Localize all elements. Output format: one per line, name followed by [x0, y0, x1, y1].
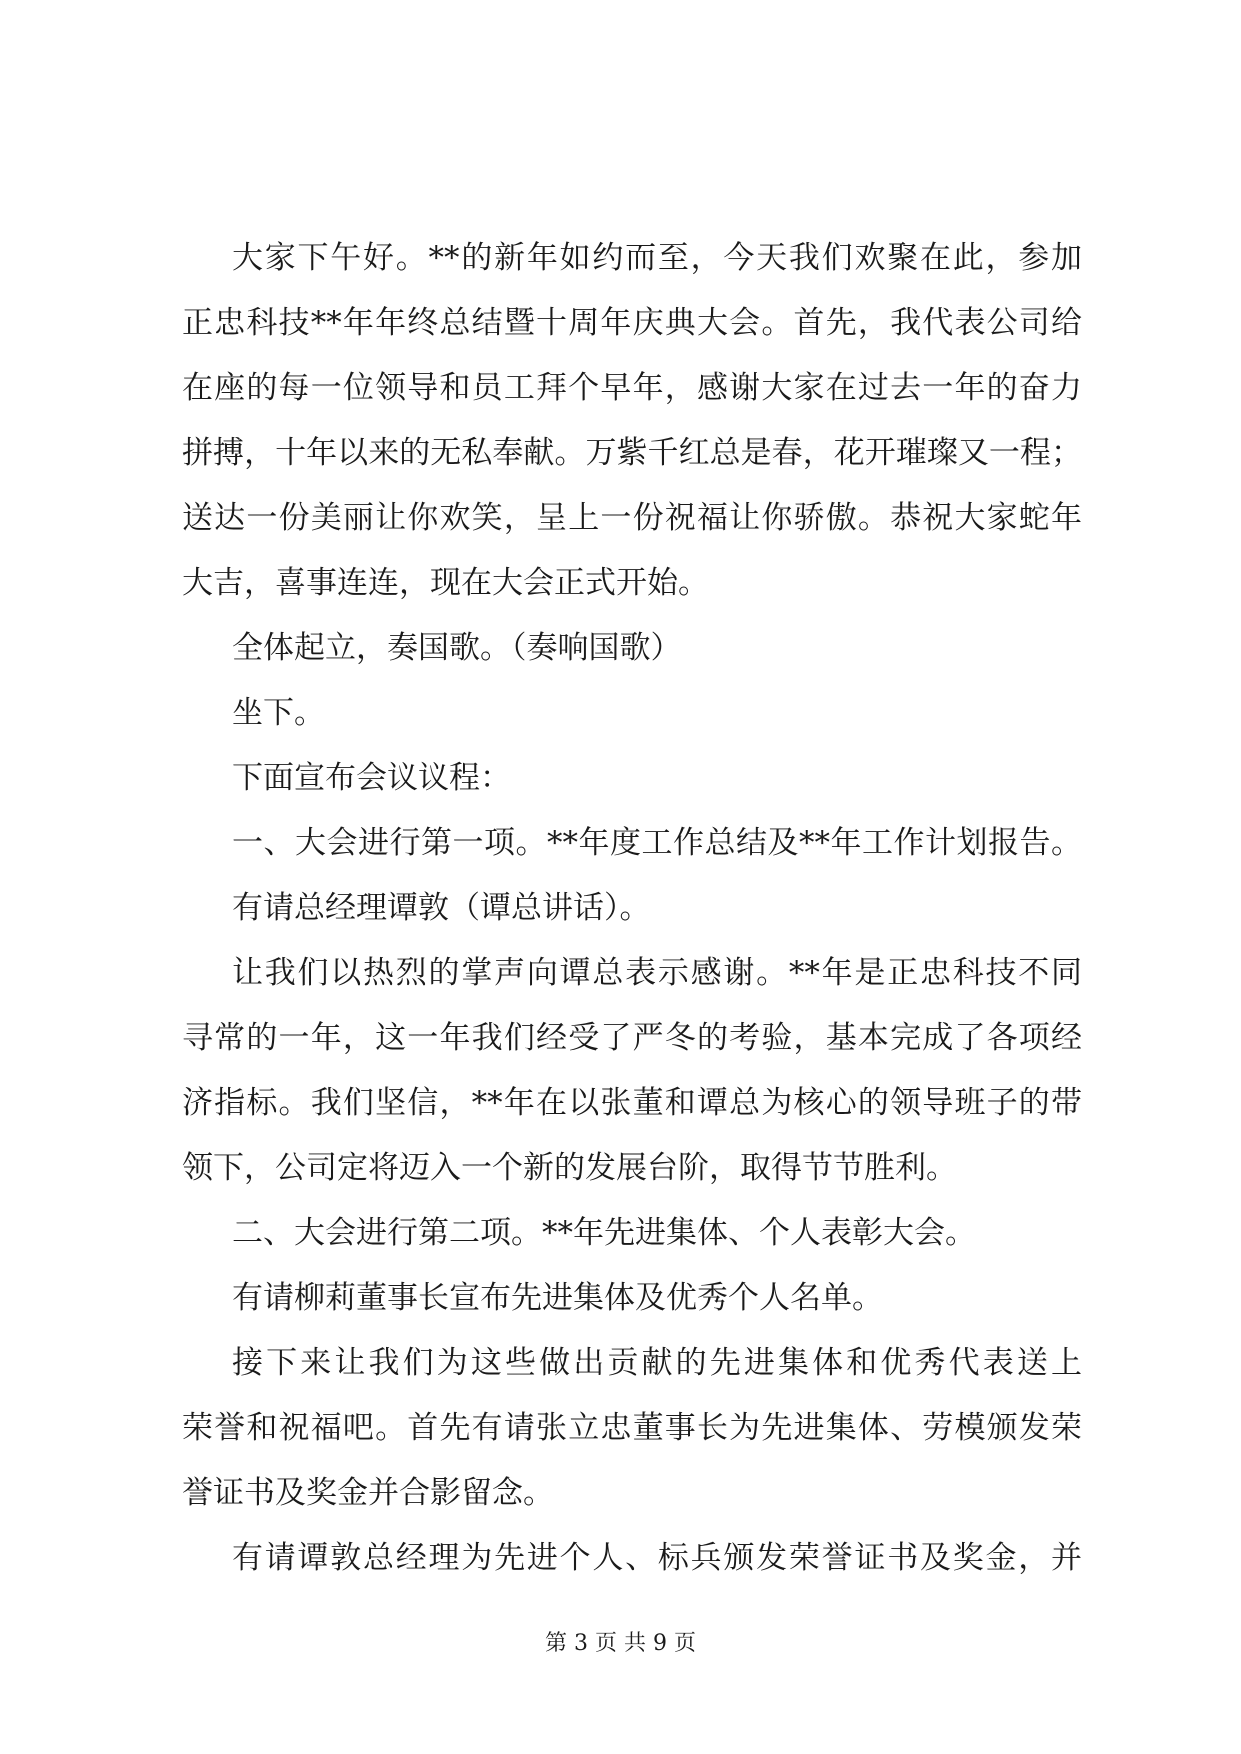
text-line: 一、大会进行第一项。**年度工作总结及**年工作计划报告。: [232, 825, 1082, 861]
text-line: 坐下。: [232, 695, 325, 731]
text-line: 拼搏，十年以来的无私奉献。万紫千红总是春，花开璀璨又一程；: [182, 435, 1082, 471]
text-line: 全体起立，奏国歌。（奏响国歌）: [232, 630, 682, 666]
page-footer: [0, 1626, 1241, 1657]
text-line: 送达一份美丽让你欢笑，呈上一份祝福让你骄傲。恭祝大家蛇年: [182, 500, 1082, 536]
text-line: 在座的每一位领导和员工拜个早年，感谢大家在过去一年的奋力: [182, 370, 1082, 406]
text-line: 济指标。我们坚信，**年在以张董和谭总为核心的领导班子的带: [182, 1085, 1082, 1121]
document-body: [182, 226, 1082, 1591]
text-line: 二、大会进行第二项。**年先进集体、个人表彰大会。: [232, 1215, 976, 1251]
text-line: 领下，公司定将迈入一个新的发展台阶，取得节节胜利。: [182, 1150, 957, 1186]
text-line: 接下来让我们为这些做出贡献的先进集体和优秀代表送上: [232, 1345, 1082, 1381]
text-line: 有请总经理谭敦（谭总讲话）。: [232, 890, 651, 926]
text-line: 大吉，喜事连连，现在大会正式开始。: [182, 565, 709, 601]
text-line: 寻常的一年，这一年我们经受了严冬的考验，基本完成了各项经: [182, 1020, 1082, 1056]
text-line: 正忠科技**年年终总结暨十周年庆典大会。首先，我代表公司给: [182, 305, 1082, 341]
text-line: 有请柳莉董事长宣布先进集体及优秀个人名单。: [232, 1280, 883, 1316]
text-line: 有请谭敦总经理为先进个人、标兵颁发荣誉证书及奖金，并: [232, 1540, 1082, 1576]
text-line: 誉证书及奖金并合影留念。: [182, 1475, 554, 1511]
text-line: 下面宣布会议议程：: [232, 760, 511, 796]
text-line: 荣誉和祝福吧。首先有请张立忠董事长为先进集体、劳模颁发荣: [182, 1410, 1082, 1446]
text-line: 让我们以热烈的掌声向谭总表示感谢。**年是正忠科技不同: [232, 955, 1082, 991]
page-number-indicator: 第 3 页 共 9 页: [545, 1631, 696, 1656]
text-line: 大家下午好。**的新年如约而至，今天我们欢聚在此，参加: [232, 240, 1082, 276]
